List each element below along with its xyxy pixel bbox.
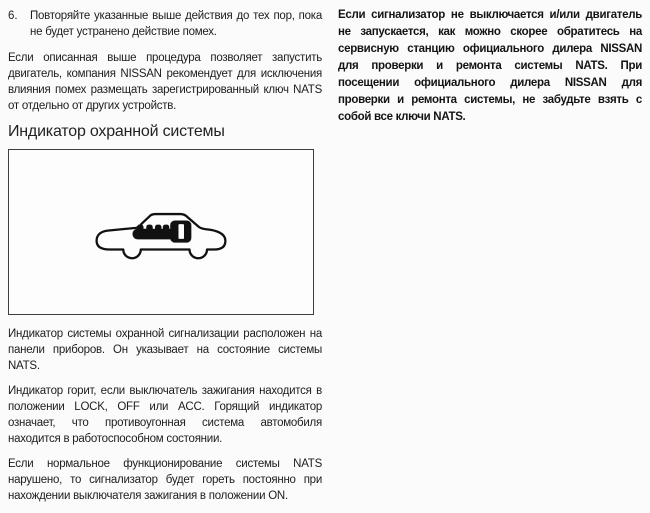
paragraph-indicator-location: Индикатор системы охранной сигнализации расположен на панели приборов. Он указывает на состояние системы NATS. xyxy=(8,328,322,372)
left-column xyxy=(8,7,322,513)
section-heading: Индикатор охранной системы xyxy=(8,123,225,140)
paragraph-procedure-note: Если описанная выше процедура позволяет запустить двигатель, компания NISSAN рекомендует для исключения влияния помех размещать зарегистрированный ключ NATS от отдельно от других устройств. xyxy=(8,52,322,112)
security-indicator-figure xyxy=(8,149,314,315)
warning-paragraph: Если сигнализатор не выключается и/или двигатель не запускается, как можно скорее обратитесь на сервисную станцию официального дилера NISSAN для проверки и ремонта системы NATS. При посещении официального дилера NISSAN для проверки и ремонта системы, не забудьте взять с собой все ключи NATS. xyxy=(338,9,642,123)
paragraph-indicator-malfunction: Если нормальное функционирование системы NATS нарушено, то сигнализатор будет гореть постоянно при нахождении выключателя зажигания в положении ON. xyxy=(8,458,322,502)
right-column xyxy=(338,7,642,513)
step-text: Повторяйте указанные выше действия до тех пор, пока не будет устранено действие помех. xyxy=(30,10,322,38)
paragraph-indicator-on: Индикатор горит, если выключатель зажигания находится в положении LOCK, OFF или ACC. Горящий индикатор означает, что противоугонная система автомобиля находится в работоспособном состоянии. xyxy=(8,385,322,445)
step-number: 6. xyxy=(8,10,18,22)
numbered-step-6 xyxy=(8,8,322,40)
car-with-key-icon xyxy=(92,202,230,262)
